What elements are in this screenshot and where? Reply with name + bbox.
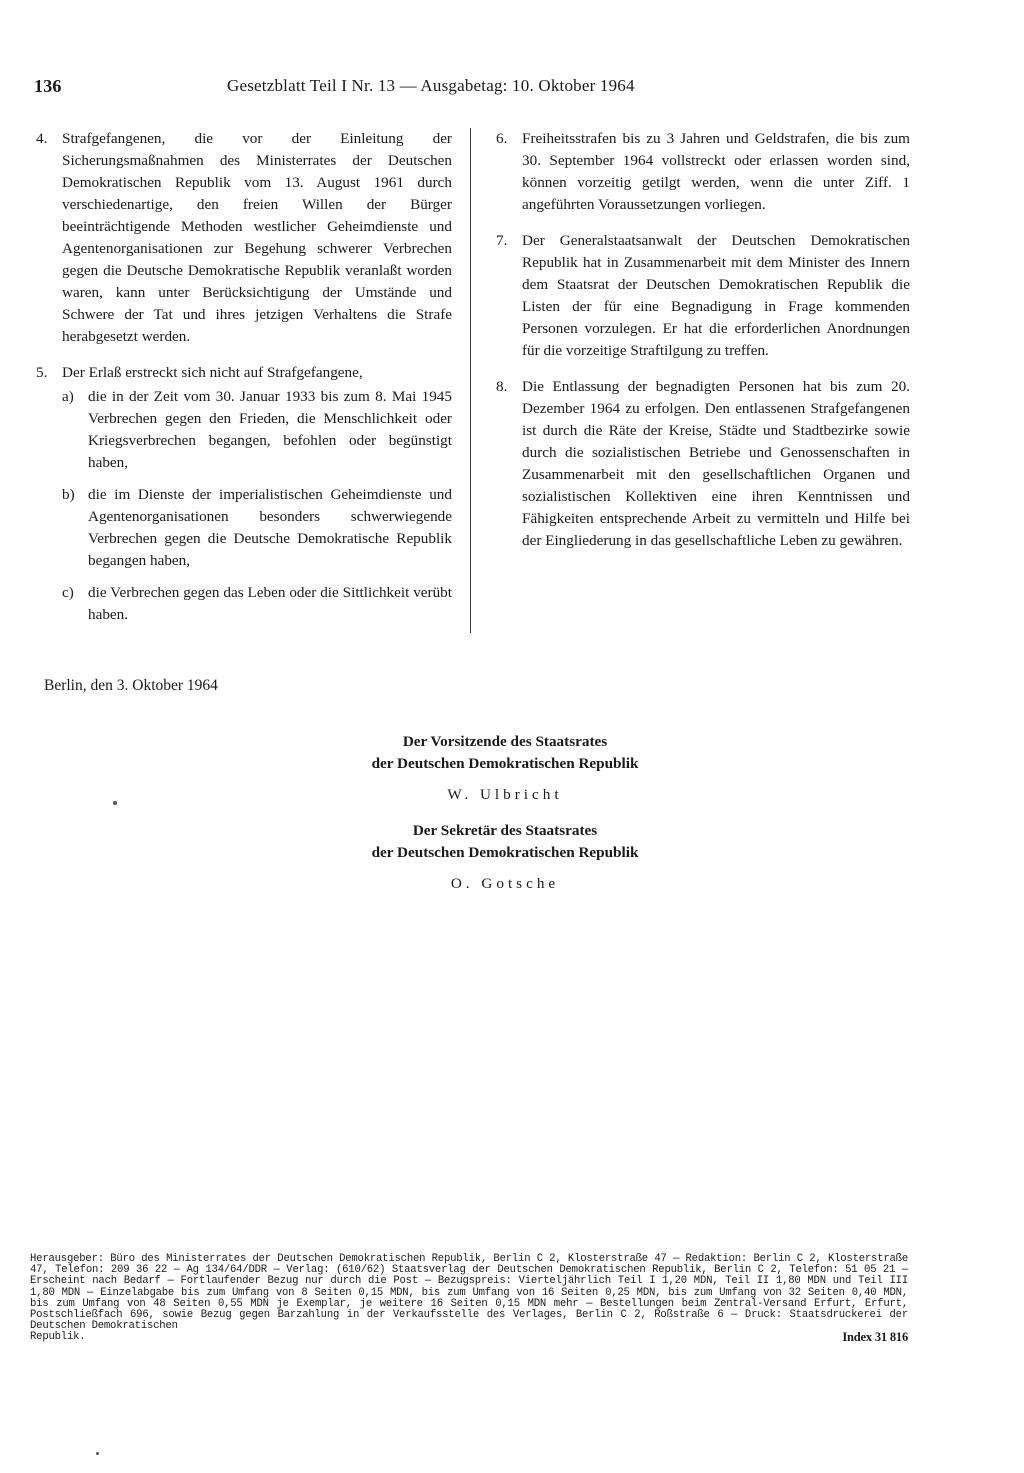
subitem-b: [62, 484, 452, 572]
item-7: [496, 230, 910, 362]
column-divider: [470, 128, 471, 633]
imprint-last-word: Republik.: [30, 1331, 86, 1344]
subitem-letter: a): [62, 388, 74, 405]
item-8: [496, 376, 910, 552]
item-text: Die Entlassung der begnadigten Personen hat bis zum 20. Dezember 1964 zu erfolgen. Den entlassenen Strafgefangenen ist durch die Räte der Kreise, Städte und Stadtbezirke sowie durch die sozialistischen Betriebe und Genossenschaften in Zusammenarbeit mit den gesellschaftlichen Organen und sozialistischen Kollektiven eine ihren Kenntnissen und Fähigkeiten entsprechende Arbeit zu vermitteln und Hilfe bei der Eingliederung in das gesellschaftliche Leben zu gewähren.: [522, 378, 910, 549]
page-header: [34, 76, 914, 102]
item-number: 6.: [496, 130, 508, 147]
secretary-title-line-1: Der Sekretär des Staatsrates: [412, 822, 598, 839]
publisher-imprint: [30, 1254, 908, 1344]
item-number: 4.: [36, 130, 48, 147]
page-number: 136: [34, 76, 62, 96]
subitem-a: [62, 386, 452, 474]
secretary-name: O. Gotsche: [450, 875, 560, 892]
scan-speck: [113, 801, 117, 805]
imprint-final-line: [30, 1332, 908, 1344]
left-column: [36, 128, 452, 640]
item-4: [36, 128, 452, 348]
signature-block: [240, 731, 770, 909]
index-number: Index 31 816: [842, 1330, 908, 1345]
item-6: [496, 128, 910, 216]
item-number: 8.: [496, 378, 508, 395]
subitem-letter: b): [62, 486, 75, 503]
header-title: Gesetzblatt Teil I Nr. 13 — Ausgabetag: 10. Oktober 1964: [227, 76, 635, 95]
chair-title-line-1: Der Vorsitzende des Staatsrates: [402, 733, 608, 750]
right-column: [496, 128, 910, 566]
item-number: 7.: [496, 232, 508, 249]
item-text: Freiheitsstrafen bis zu 3 Jahren und Geldstrafen, die bis zum 30. September 1964 vollstreckt oder erlassen worden sind, können vorzeitig getilgt werden, wenn die unter Ziff. 1 angeführten Voraussetzungen vorliegen.: [522, 130, 910, 213]
secretary-title-line-2: der Deutschen Demokratischen Republik: [371, 844, 639, 861]
subitem-text: die Verbrechen gegen das Leben oder die Sittlichkeit verübt haben.: [88, 584, 452, 623]
item-text: Der Generalstaatsanwalt der Deutschen Demokratischen Republik hat in Zusammenarbeit mit dem Minister des Innern dem Staatsrat der Deutschen Demokratischen Republik die Listen der für eine Begnadigung in Frage kommenden Personen vorzulegen. Er hat die erforderlichen Anordnungen für die vorzeitige Straftilgung zu treffen.: [522, 232, 910, 359]
item-number: 5.: [36, 364, 48, 381]
chair-title-line-2: der Deutschen Demokratischen Republik: [371, 755, 639, 772]
scan-speck: [96, 1452, 99, 1455]
item-text: Strafgefangenen, die vor der Einleitung der Sicherungsmaßnahmen des Ministerrates der Deutschen Demokratischen Republik vom 13. August 1961 durch verschiedenartige, den freien Willen der Bürger beeinträchtigende Methoden westlicher Geheimdienste und Agentenorganisationen zur Begehung schwerer Verbrechen gegen die Deutsche Demokratische Republik veranlaßt worden waren, kann unter Berücksichtigung der Umstände und Schwere der Tat und ihres jetzigen Verhaltens die Strafe herabgesetzt werden.: [62, 130, 452, 345]
item-intro: Der Erlaß erstreckt sich nicht auf Strafgefangene,: [62, 364, 363, 381]
subitem-text: die im Dienste der imperialistischen Geheimdienste und Agentenorganisationen besonders schwerwiegende Verbrechen gegen die Deutsche Demokratische Republik begangen haben,: [88, 486, 452, 569]
item-5: [36, 362, 452, 626]
subitem-c: [62, 582, 452, 626]
subitem-letter: c): [62, 584, 74, 601]
chair-name: W. Ulbricht: [447, 786, 563, 803]
place-and-date: Berlin, den 3. Oktober 1964: [44, 677, 218, 694]
subitem-text: die in der Zeit vom 30. Januar 1933 bis zum 8. Mai 1945 Verbrechen gegen den Frieden, die Menschlichkeit oder Kriegsverbrechen begangen, befohlen oder begünstigt haben,: [88, 388, 452, 471]
imprint-text: Herausgeber: Büro des Ministerrates der Deutschen Demokratischen Republik, Berlin C 2, Klosterstraße 47 — Redaktion: Berlin C 2, Klosterstraße 47, Telefon: 209 36 22 — Ag 134/64/DDR — Verlag: (610/62) Staatsverlag der Deutschen Demokratischen Republik, Berlin C 2, Telefon: 51 05 21 — Erscheint nach Bedarf — Fortlaufender Bezug nur durch die Post — Bezugspreis: Vierteljährlich Teil I 1,20 MDN, Teil II 1,80 MDN und Teil III 1,80 MDN — Einzelabgabe bis zum Umfang von 8 Seiten 0,15 MDN, bis zum Umfang von 16 Seiten 0,25 MDN, bis zum Umfang von 32 Seiten 0,40 MDN, bis zum Umfang von 48 Seiten 0,55 MDN je Exemplar, je weitere 16 Seiten 0,15 MDN mehr — Bestellungen beim Zentral-Versand Erfurt, Erfurt, Postschließfach 696, sowie Bezug gegen Barzahlung in der Verkaufsstelle des Verlages, Berlin C 2, Roßstraße 6 — Druck: Staatsdruckerei der Deutschen Demokratischen: [30, 1253, 908, 1333]
